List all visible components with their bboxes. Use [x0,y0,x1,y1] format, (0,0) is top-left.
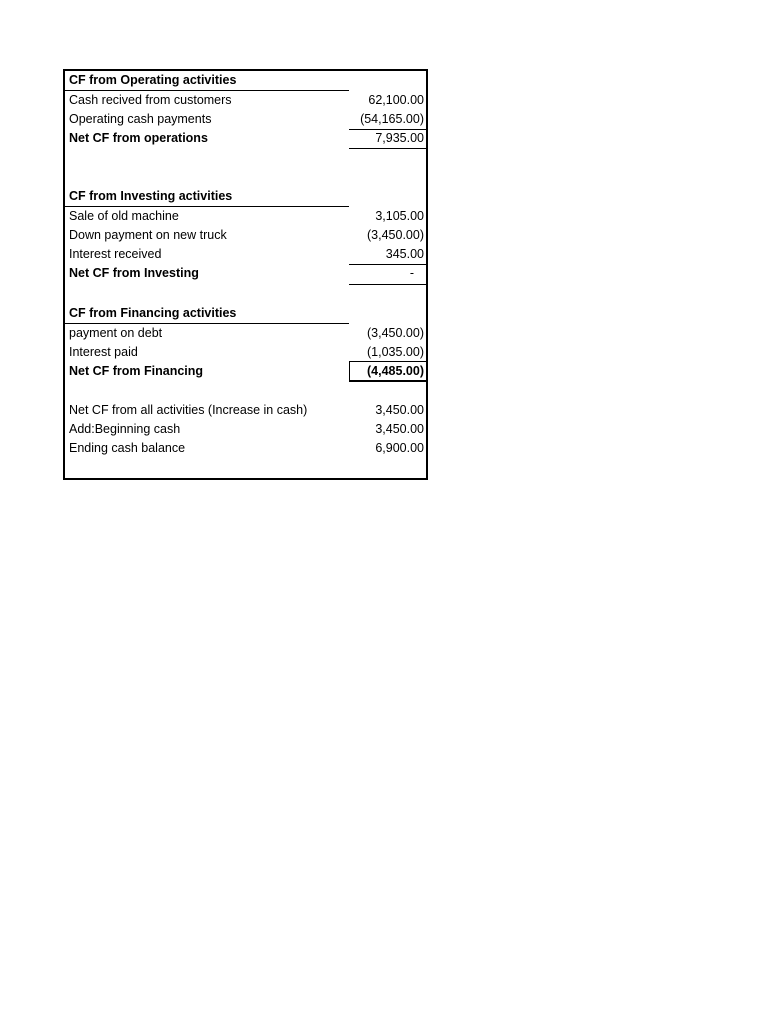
section-heading: CF from Investing activities [69,189,233,203]
section-heading: CF from Financing activities [69,306,237,320]
table-row [65,439,426,458]
total-value-box [349,361,426,382]
row-value: 3,450.00 [375,403,424,417]
table-row [65,226,426,245]
row-value: (3,450.00) [367,228,424,242]
row-value: (3,450.00) [367,326,424,340]
total-value: 7,935.00 [375,131,424,145]
operating-heading-row [65,71,426,90]
total-rule [349,284,426,285]
row-label: payment on debt [69,326,163,340]
table-row [65,343,426,362]
row-value: (54,165.00) [360,112,424,126]
total-value: - [409,266,414,280]
investing-heading-row [65,187,426,206]
total-value: (4,485.00) [367,364,424,378]
row-label: Net CF from all activities (Increase in cash) [69,403,308,417]
row-value: 3,450.00 [375,422,424,436]
section-heading: CF from Operating activities [69,73,237,87]
table-row [65,207,426,226]
row-label: Interest received [69,247,162,261]
total-label: Net CF from operations [69,131,208,145]
row-label: Ending cash balance [69,441,186,455]
table-row [65,245,426,264]
row-label: Interest paid [69,345,138,359]
row-label: Cash recived from customers [69,93,232,107]
total-row [65,264,426,283]
financing-heading-row [65,304,426,323]
total-rule [349,148,426,149]
table-row [65,401,426,420]
total-label: Net CF from Investing [69,266,199,280]
table-row [65,420,426,439]
row-value: 6,900.00 [375,441,424,455]
total-label: Net CF from Financing [69,364,204,378]
table-row [65,324,426,343]
row-label: Add:Beginning cash [69,422,181,436]
row-value: 3,105.00 [375,209,424,223]
table-row [65,110,426,129]
row-value: (1,035.00) [367,345,424,359]
row-label: Operating cash payments [69,112,212,126]
table-row [65,91,426,110]
cash-flow-statement [63,69,428,480]
row-label: Down payment on new truck [69,228,227,242]
row-value: 62,100.00 [368,93,424,107]
row-label: Sale of old machine [69,209,179,223]
total-row [65,129,426,148]
row-value: 345.00 [385,247,424,261]
